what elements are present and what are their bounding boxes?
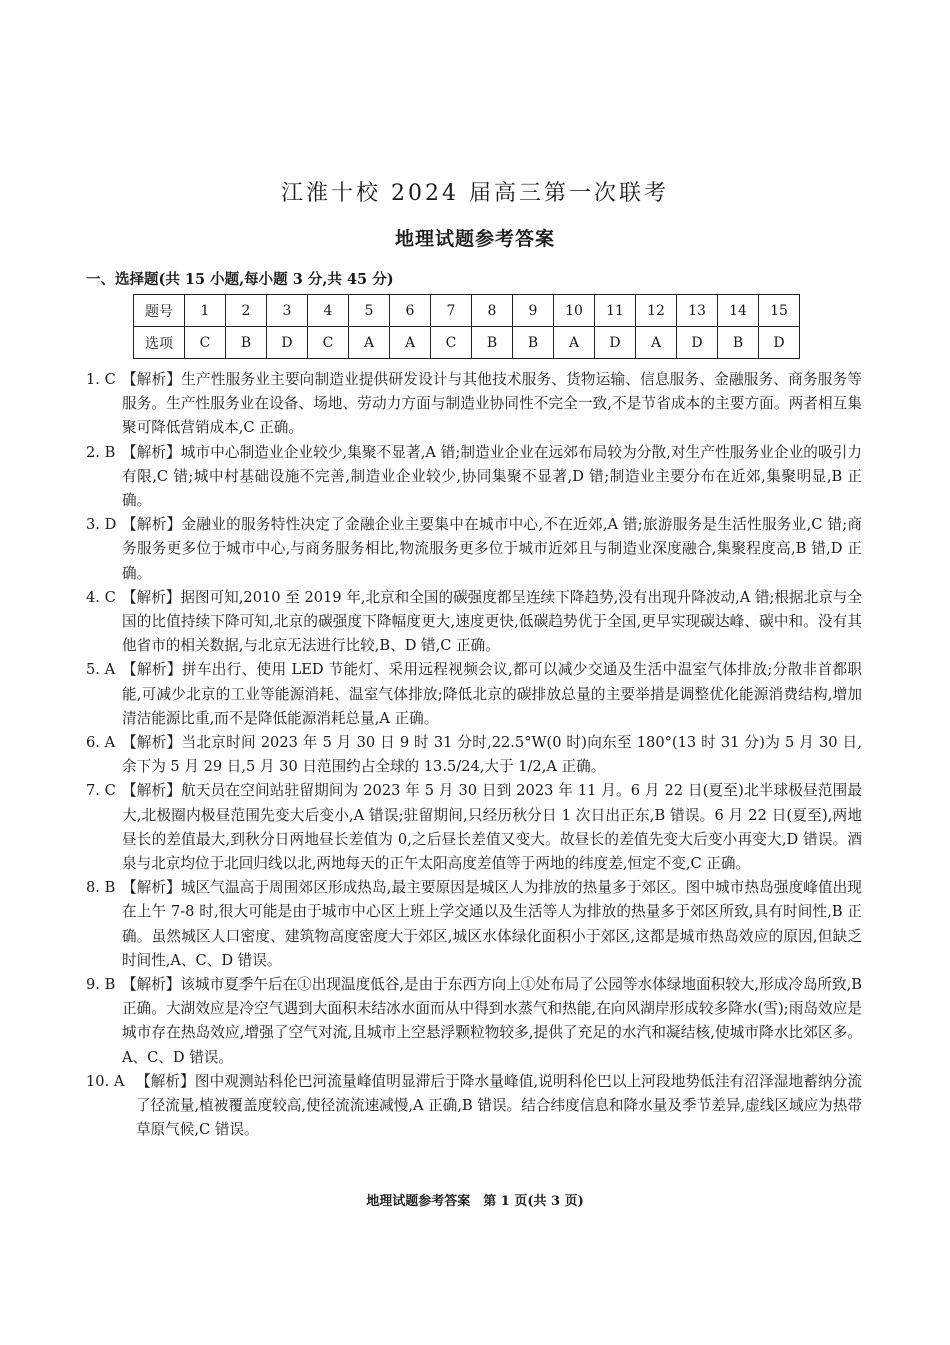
answer-cell: D xyxy=(677,327,718,359)
item-text: 【解析】航天员在空间站驻留期间为 2023 年 5 月 30 日到 2023 年 11 月。6 月 22 日(夏至)北半球极昼范围最大,北极圈内极昼范围先变大后变小,A 错误;驻留期间,只经历秋分日 1 次日出正东,B 错误。6 月 22 日(夏至),两地昼长的差值最大,到秋分日两地昼长差值为 0,之后昼长差值又变大。故昼长的差值先变大后变小再变大,D 错误。酒泉与北京均位于北回归线以北,两地每天的正午太阳高度差值等于两地的纬度差,恒定不变,C 正确。 xyxy=(122,782,862,873)
question-number-cell: 8 xyxy=(472,295,513,327)
item-number: 6. A xyxy=(86,734,116,752)
item-text: 【解析】城市中心制造业企业较少,集聚不显著,A 错;制造业企业在远郊布局较为分散,对生产性服务业企业的吸引力有限,C 错;城中村基础设施不完善,制造业企业较少,协同集聚不显著,D 错;制造业主要分布在近郊,集聚明显,B 正确。 xyxy=(122,443,862,510)
question-number-cell: 13 xyxy=(677,295,718,327)
row-label-answer: 选项 xyxy=(134,327,185,359)
question-number-cell: 10 xyxy=(554,295,595,327)
question-number-cell: 2 xyxy=(226,295,267,327)
answer-cell: D xyxy=(267,327,308,359)
answer-cell: B xyxy=(513,327,554,359)
question-number-cell: 15 xyxy=(759,295,800,327)
answer-cell: C xyxy=(431,327,472,359)
explanation-item xyxy=(86,658,862,731)
page-footer: 地理试题参考答案 第 1 页(共 3 页) xyxy=(366,1194,584,1209)
explanation-item xyxy=(86,876,862,973)
item-number: 7. C xyxy=(86,782,116,800)
explanation-item xyxy=(86,973,862,1070)
answer-cell: B xyxy=(718,327,759,359)
question-number-cell: 9 xyxy=(513,295,554,327)
question-number-cell: 11 xyxy=(595,295,636,327)
answer-cell: A xyxy=(554,327,595,359)
item-number: 2. B xyxy=(86,443,116,461)
explanation-item xyxy=(86,368,862,441)
question-number-cell: 5 xyxy=(349,295,390,327)
item-number: 10. A xyxy=(86,1072,125,1090)
document-title: 江淮十校 2024 届高三第一次联考 xyxy=(281,181,669,206)
item-text: 【解析】图中观测站科伦巴河流量峰值明显滞后于降水量峰值,说明科伦巴以上河段地势低洼有沼泽湿地蓄纳分流了径流量,植被覆盖度较高,使径流流速减慢,A 正确,B 错误。结合纬度信息和降水量及季节差异,虚线区域应为热带草原气候,C 错误。 xyxy=(136,1072,862,1139)
question-number-cell: 7 xyxy=(431,295,472,327)
question-number-cell: 14 xyxy=(718,295,759,327)
section-heading: 一、选择题(共 15 小题,每小题 3 分,共 45 分) xyxy=(86,271,394,288)
row-label-number: 题号 xyxy=(134,295,185,327)
item-text: 【解析】城区气温高于周围郊区形成热岛,最主要原因是城区人为排放的热量多于郊区。图中城市热岛强度峰值出现在上午 7-8 时,很大可能是由于城市中心区上班上学交通以及生活等人为排放的热量多于郊区所致,具有时间性,B 正确。虽然城区人口密度、建筑物高度密度大于郊区,城区水体绿化面积小于郊区,这都是城市热岛效应的原因,但缺乏时间性,A、C、D 错误。 xyxy=(122,879,862,969)
question-number-cell: 6 xyxy=(390,295,431,327)
explanation-list xyxy=(86,368,862,1143)
answer-table-number-row xyxy=(134,295,800,327)
answer-cell: B xyxy=(472,327,513,359)
item-number: 4. C xyxy=(86,588,116,606)
question-number-cell: 4 xyxy=(308,295,349,327)
document-subtitle: 地理试题参考答案 xyxy=(394,228,555,250)
item-number: 5. A xyxy=(86,661,116,679)
item-text: 【解析】该城市夏季午后在①出现温度低谷,是由于东西方向上①处布局了公园等水体绿地面积较大,形成冷岛所致,B 正确。大湖效应是冷空气遇到大面积未结冰水面而从中得到水蒸气和热能,在向风湖岸形成较多降水(雪);雨岛效应是城市存在热岛效应,增强了空气对流,且城市上空悬浮颗粒物较多,提供了充足的水汽和凝结核,使城市降水比郊区多。A、C、D 错误。 xyxy=(122,976,862,1066)
explanation-item xyxy=(86,441,862,514)
item-number: 8. B xyxy=(86,879,116,897)
answer-cell: C xyxy=(308,327,349,359)
item-text: 【解析】生产性服务业主要向制造业提供研发设计与其他技术服务、货物运输、信息服务、金融服务、商务服务等服务。生产性服务业在设备、场地、劳动力方面与制造业协同性不完全一致,不是节省成本的主要方面。两者相互集聚可降低营销成本,C 正确。 xyxy=(122,371,862,437)
item-number: 1. C xyxy=(86,371,116,388)
question-number-cell: 3 xyxy=(267,295,308,327)
answer-table xyxy=(133,294,800,359)
answer-cell: A xyxy=(390,327,431,359)
explanation-item xyxy=(86,1070,862,1143)
item-number: 3. D xyxy=(86,516,117,534)
answer-cell: D xyxy=(759,327,800,359)
answer-cell: B xyxy=(226,327,267,359)
answer-cell: A xyxy=(349,327,390,359)
item-text: 【解析】金融业的服务特性决定了金融企业主要集中在城市中心,不在近郊,A 错;旅游服务是生活性服务业,C 错;商务服务更多位于城市中心,与商务服务相比,物流服务更多位于城市近郊且与制造业深度融合,集聚程度高,B 错,D 正确。 xyxy=(122,516,862,582)
answer-cell: D xyxy=(595,327,636,359)
question-number-cell: 1 xyxy=(185,295,226,327)
item-text: 【解析】据图可知,2010 至 2019 年,北京和全国的碳强度都呈连续下降趋势,没有出现升降波动,A 错;根据北京与全国的比值持续下降可知,北京的碳强度下降幅度更大,速度更快,低碳趋势优于全国,更早实现碳达峰、碳中和。没有其他省市的相关数据,与北京无法进行比较,B、D 错,C 正确。 xyxy=(122,588,862,655)
answer-table-answer-row xyxy=(134,327,800,359)
question-number-cell: 12 xyxy=(636,295,677,327)
item-number: 9. B xyxy=(86,976,116,994)
answer-cell: A xyxy=(636,327,677,359)
item-text: 【解析】当北京时间 2023 年 5 月 30 日 9 时 31 分时,22.5°W(0 时)向东至 180°(13 时 31 分)为 5 月 30 日,余下为 5 月 29 日,5 月 30 日范围约占全球的 13.5/24,大于 1/2,A 正确。 xyxy=(122,734,862,776)
explanation-item xyxy=(86,586,862,659)
item-text: 【解析】拼车出行、使用 LED 节能灯、采用远程视频会议,都可以减少交通及生活中温室气体排放;分散非首都职能,可减少北京的工业等能源消耗、温室气体排放;降低北京的碳排放总量的主要举措是调整优化能源消费结构,增加清洁能源比重,而不是降低能源消耗总量,A 正确。 xyxy=(122,661,862,727)
explanation-item xyxy=(86,779,862,876)
explanation-item xyxy=(86,731,862,779)
explanation-item xyxy=(86,513,862,586)
answer-cell: C xyxy=(185,327,226,359)
